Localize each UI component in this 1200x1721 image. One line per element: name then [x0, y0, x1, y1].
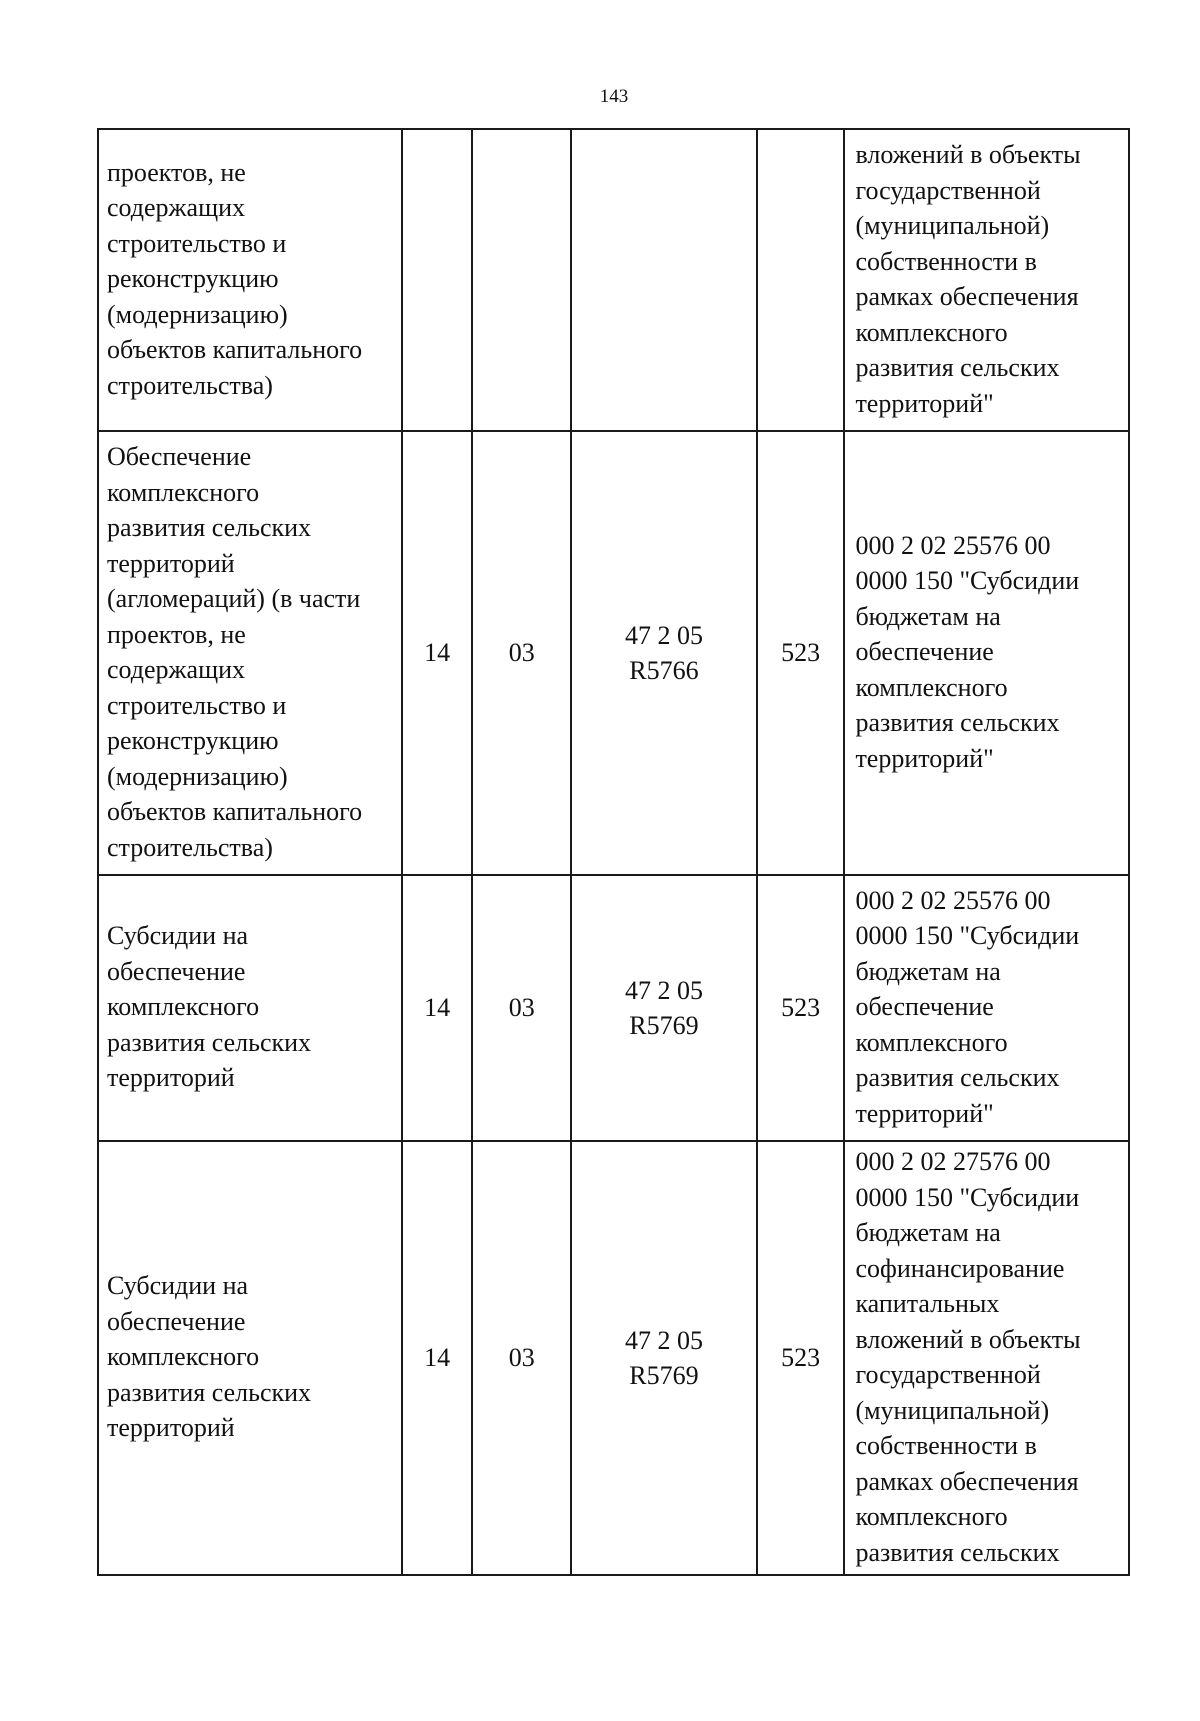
cell-name: Обеспечение комплексного развития сельских территорий (агломераций) (в части проектов, не содержащих строительство и реконструкцию (модернизацию) объектов капитального строительства)	[98, 431, 402, 875]
table-row	[98, 1141, 1129, 1575]
cell-subsection: 03	[472, 431, 571, 875]
cell-name: Субсидии на обеспечение комплексного развития сельских территорий	[98, 875, 402, 1141]
cell-expense-type	[757, 129, 845, 431]
cell-target-item: 47 2 05 R5766	[571, 431, 757, 875]
cell-subsection: 03	[472, 1141, 571, 1575]
cell-name: проектов, не содержащих строительство и реконструкцию (модернизацию) объектов капитального строительства)	[98, 129, 402, 431]
cell-target-item	[571, 129, 757, 431]
cell-subsection	[472, 129, 571, 431]
table-row	[98, 875, 1129, 1141]
cell-revenue-code: 000 2 02 25576 00 0000 150 "Субсидии бюджетам на обеспечение комплексного развития сельских территорий"	[844, 431, 1129, 875]
cell-name: Субсидии на обеспечение комплексного развития сельских территорий	[98, 1141, 402, 1575]
cell-expense-type: 523	[757, 875, 845, 1141]
cell-target-item: 47 2 05 R5769	[571, 875, 757, 1141]
page-number: 143	[599, 86, 629, 107]
cell-section	[402, 129, 472, 431]
cell-section: 14	[402, 875, 472, 1141]
cell-target-item: 47 2 05 R5769	[571, 1141, 757, 1575]
cell-section: 14	[402, 431, 472, 875]
cell-subsection: 03	[472, 875, 571, 1141]
table-row	[98, 129, 1129, 431]
cell-section: 14	[402, 1141, 472, 1575]
budget-table	[97, 128, 1130, 1576]
cell-expense-type: 523	[757, 1141, 845, 1575]
cell-expense-type: 523	[757, 431, 845, 875]
cell-revenue-code: 000 2 02 27576 00 0000 150 "Субсидии бюджетам на софинансирование капитальных вложений в объекты государственной (муниципальной) собственности в рамках обеспечения комплексного развития сельских	[844, 1141, 1129, 1575]
cell-revenue-code: 000 2 02 25576 00 0000 150 "Субсидии бюджетам на обеспечение комплексного развития сельских территорий"	[844, 875, 1129, 1141]
table-row	[98, 431, 1129, 875]
cell-revenue-code: вложений в объекты государственной (муниципальной) собственности в рамках обеспечения комплексного развития сельских территорий"	[844, 129, 1129, 431]
